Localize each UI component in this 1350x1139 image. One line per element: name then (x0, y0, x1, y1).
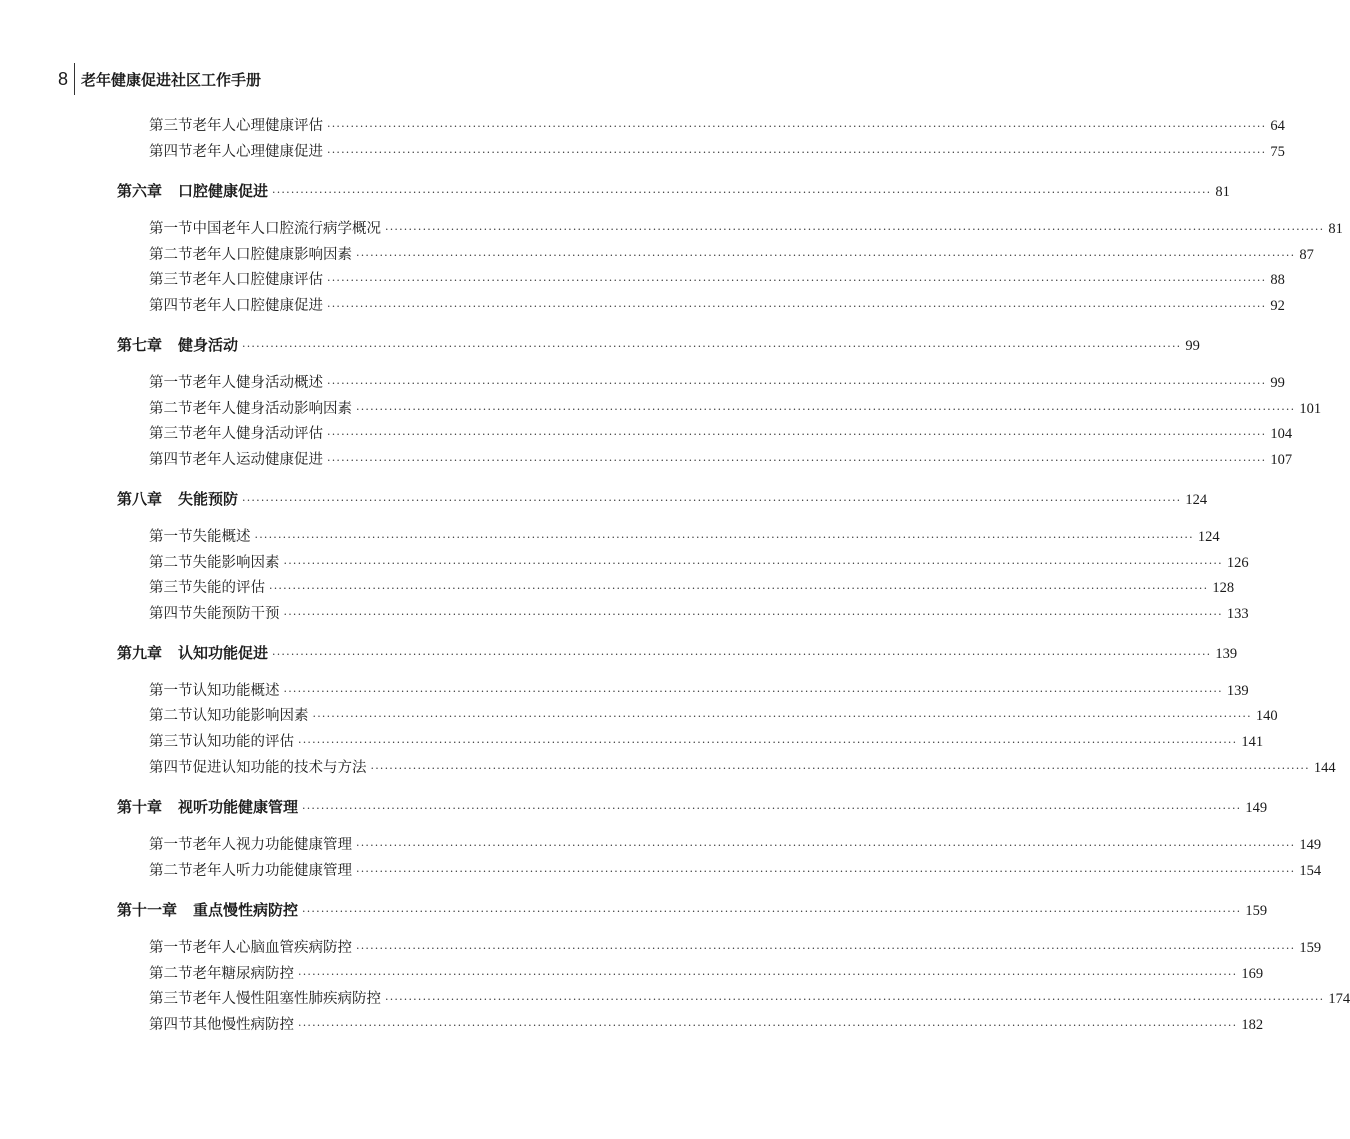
toc-section-entry (149, 576, 1235, 600)
toc-section-entry (149, 217, 1343, 241)
chapter-number: 第七章 (117, 336, 163, 354)
toc-chapter-entry (117, 898, 1268, 922)
dot-leader: ········································································································································································································ (356, 249, 1296, 262)
dot-leader: ········································································································································································································ (327, 146, 1267, 159)
dot-leader: ········································································································································································································ (327, 377, 1267, 390)
page-reference: 174 (1328, 991, 1350, 1007)
dot-leader: ········································································································································································································ (356, 403, 1296, 416)
section-number: 第四节 (149, 298, 193, 314)
section-title: 老年糖尿病防控 (192, 966, 294, 982)
section-title: 认知功能概述 (192, 683, 280, 699)
toc-section-entry (149, 268, 1285, 292)
toc-chapter-entry (117, 641, 1238, 665)
section-title: 认知功能影响因素 (192, 708, 309, 724)
page-reference: 88 (1270, 272, 1285, 288)
toc-section-entry (149, 448, 1293, 472)
page-reference: 159 (1245, 903, 1268, 919)
page-reference: 81 (1215, 184, 1230, 200)
page-reference: 99 (1185, 338, 1200, 354)
toc-chapter-entry (117, 333, 1200, 357)
chapter-title: 重点慢性病防控 (193, 901, 299, 919)
page-number: 8 (58, 68, 69, 89)
page-reference: 101 (1299, 401, 1322, 417)
chapter-number: 第六章 (117, 182, 163, 200)
dot-leader: ········································································································································································································ (298, 968, 1238, 981)
section-title: 老年人口腔健康促进 (192, 298, 323, 314)
chapter-title: 认知功能促进 (178, 644, 269, 662)
toc-section-entry (149, 551, 1249, 575)
section-number: 第三节 (149, 734, 193, 750)
page-reference: 139 (1215, 646, 1238, 662)
toc-section-entry (149, 679, 1249, 703)
section-number: 第四节 (149, 1017, 193, 1033)
toc-section-entry (149, 987, 1350, 1011)
page-reference: 64 (1270, 118, 1285, 134)
page-reference: 107 (1270, 452, 1293, 468)
dot-leader: ········································································································································································································ (327, 274, 1267, 287)
toc-chapter-entry (117, 179, 1230, 203)
section-number: 第三节 (149, 580, 193, 596)
page-reference: 159 (1299, 940, 1322, 956)
section-number: 第一节 (149, 837, 193, 853)
toc-section-entry (149, 294, 1285, 318)
page-reference: 124 (1197, 529, 1220, 545)
section-number: 第四节 (149, 760, 193, 776)
section-number: 第一节 (149, 529, 193, 545)
dot-leader: ········································································································································································································ (242, 494, 1182, 507)
section-title: 失能影响因素 (192, 555, 280, 571)
toc-section-entry (149, 397, 1322, 421)
dot-leader: ········································································································································································································ (370, 762, 1310, 775)
page-reference: 182 (1241, 1017, 1264, 1033)
toc-section-entry (149, 371, 1285, 395)
toc-section-entry (149, 833, 1322, 857)
toc-section-entry (149, 704, 1278, 728)
dot-leader: ········································································································································································································ (283, 557, 1223, 570)
section-number: 第一节 (149, 940, 193, 956)
section-title: 认知功能的评估 (192, 734, 294, 750)
section-number: 第三节 (149, 991, 193, 1007)
page-reference: 169 (1241, 966, 1264, 982)
dot-leader: ········································································································································································································ (242, 340, 1182, 353)
section-number: 第三节 (149, 426, 193, 442)
dot-leader: ········································································································································································································ (327, 300, 1267, 313)
section-title: 老年人心脑血管疾病防控 (192, 940, 352, 956)
chapter-title: 口腔健康促进 (178, 182, 269, 200)
dot-leader: ········································································································································································································ (385, 223, 1325, 236)
dot-leader: ········································································································································································································ (272, 648, 1212, 661)
page-reference: 126 (1226, 555, 1249, 571)
section-title: 老年人口腔健康影响因素 (192, 247, 352, 263)
chapter-title: 健身活动 (178, 336, 239, 354)
section-number: 第二节 (149, 708, 193, 724)
chapter-number: 第八章 (117, 490, 163, 508)
dot-leader: ········································································································································································································ (327, 428, 1267, 441)
section-title: 老年人慢性阻塞性肺疾病防控 (192, 991, 381, 1007)
page-reference: 87 (1299, 247, 1314, 263)
section-title: 失能预防干预 (192, 606, 280, 622)
dot-leader: ········································································································································································································ (302, 905, 1242, 918)
toc-chapter-entry (117, 487, 1208, 511)
chapter-number: 第十章 (117, 798, 163, 816)
dot-leader: ········································································································································································································ (283, 685, 1223, 698)
toc-section-entry (149, 756, 1336, 780)
section-title: 老年人口腔健康评估 (192, 272, 323, 288)
dot-leader: ········································································································································································································ (356, 865, 1296, 878)
page-reference: 141 (1241, 734, 1264, 750)
page-reference: 149 (1245, 800, 1268, 816)
dot-leader: ········································································································································································································ (283, 608, 1223, 621)
page-reference: 75 (1270, 144, 1285, 160)
section-title: 失能概述 (192, 529, 251, 545)
page-reference: 140 (1255, 708, 1278, 724)
section-number: 第四节 (149, 452, 193, 468)
section-number: 第三节 (149, 272, 193, 288)
section-number: 第二节 (149, 966, 193, 982)
chapter-title: 视听功能健康管理 (178, 798, 299, 816)
dot-leader: ········································································································································································································ (269, 582, 1209, 595)
section-number: 第一节 (149, 683, 193, 699)
book-title: 老年健康促进社区工作手册 (81, 70, 262, 89)
section-number: 第二节 (149, 401, 193, 417)
section-title: 老年人健身活动概述 (192, 375, 323, 391)
section-title: 促进认知功能的技术与方法 (192, 760, 367, 776)
section-number: 第一节 (149, 221, 193, 237)
toc-section-entry (149, 859, 1322, 883)
toc-section-entry (149, 1013, 1264, 1037)
page-reference: 139 (1226, 683, 1249, 699)
section-title: 其他慢性病防控 (192, 1017, 294, 1033)
section-number: 第二节 (149, 863, 193, 879)
section-number: 第二节 (149, 555, 193, 571)
dot-leader: ········································································································································································································ (356, 839, 1296, 852)
section-title: 老年人听力功能健康管理 (192, 863, 352, 879)
section-title: 老年人健身活动影响因素 (192, 401, 352, 417)
section-title: 老年人健身活动评估 (192, 426, 323, 442)
dot-leader: ········································································································································································································ (254, 531, 1194, 544)
toc-section-entry (149, 140, 1285, 164)
dot-leader: ········································································································································································································ (298, 736, 1238, 749)
page-reference: 144 (1313, 760, 1336, 776)
dot-leader: ········································································································································································································ (356, 942, 1296, 955)
toc-section-entry (149, 936, 1322, 960)
page-reference: 81 (1328, 221, 1343, 237)
chapter-number: 第十一章 (117, 901, 178, 919)
section-title: 老年人心理健康促进 (192, 144, 323, 160)
page-reference: 149 (1299, 837, 1322, 853)
page-reference: 104 (1270, 426, 1293, 442)
section-number: 第四节 (149, 144, 193, 160)
chapter-title: 失能预防 (178, 490, 239, 508)
page-reference: 154 (1299, 863, 1322, 879)
section-title: 老年人运动健康促进 (192, 452, 323, 468)
dot-leader: ········································································································································································································ (298, 1019, 1238, 1032)
page-reference: 124 (1185, 492, 1208, 508)
dot-leader: ········································································································································································································ (312, 710, 1252, 723)
dot-leader: ········································································································································································································ (327, 120, 1267, 133)
section-number: 第一节 (149, 375, 193, 391)
section-number: 第三节 (149, 118, 193, 134)
toc-section-entry (149, 114, 1285, 138)
dot-leader: ········································································································································································································ (327, 454, 1267, 467)
page-reference: 99 (1270, 375, 1285, 391)
dot-leader: ········································································································································································································ (385, 993, 1325, 1006)
chapter-number: 第九章 (117, 644, 163, 662)
page-reference: 128 (1212, 580, 1235, 596)
section-number: 第四节 (149, 606, 193, 622)
section-number: 第二节 (149, 247, 193, 263)
page-reference: 133 (1226, 606, 1249, 622)
section-title: 中国老年人口腔流行病学概况 (192, 221, 381, 237)
toc-section-entry (149, 422, 1293, 446)
toc-section-entry (149, 243, 1314, 267)
toc-section-entry (149, 602, 1249, 626)
toc-section-entry (149, 525, 1220, 549)
page-reference: 92 (1270, 298, 1285, 314)
section-title: 老年人视力功能健康管理 (192, 837, 352, 853)
section-title: 老年人心理健康评估 (192, 118, 323, 134)
toc-chapter-entry (117, 795, 1268, 819)
section-title: 失能的评估 (192, 580, 265, 596)
toc-section-entry (149, 962, 1264, 986)
dot-leader: ········································································································································································································ (302, 802, 1242, 815)
dot-leader: ········································································································································································································ (272, 186, 1212, 199)
toc-section-entry (149, 730, 1264, 754)
